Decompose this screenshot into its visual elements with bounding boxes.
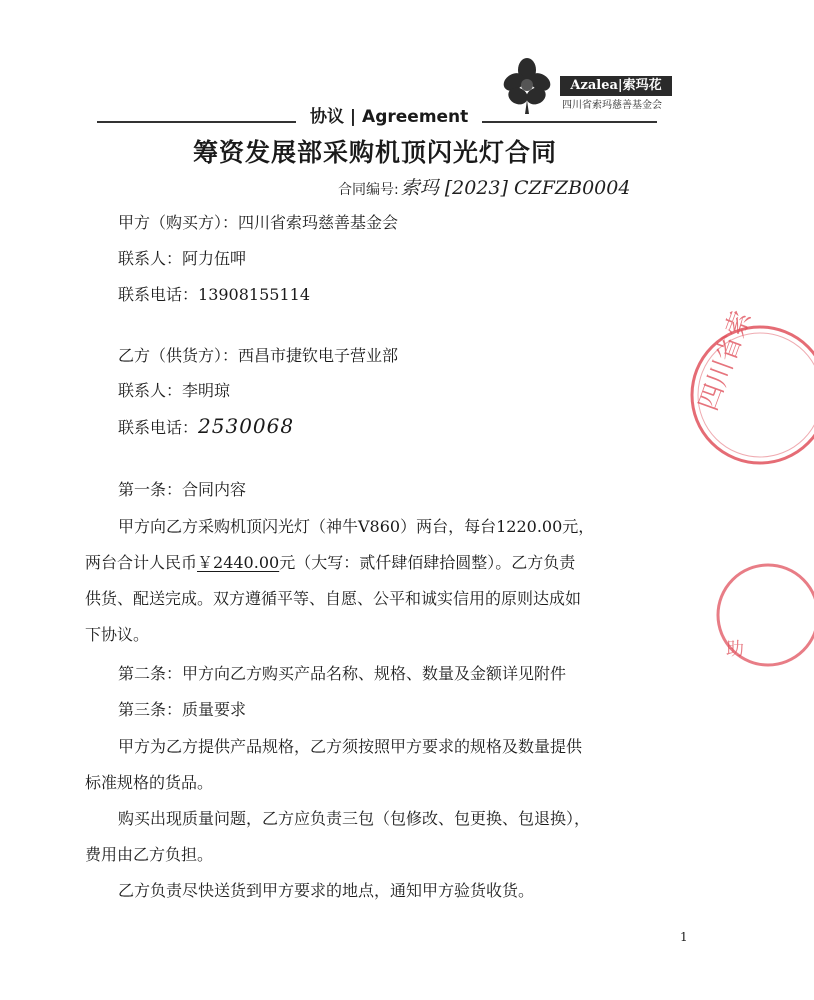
article-1-amount: ￥2440.00: [197, 553, 280, 572]
red-seal-stamp: [684, 306, 814, 470]
party-a-phone-row: [118, 281, 310, 309]
contract-number: [338, 175, 638, 201]
logo-org-name: 四川省索玛慈善基金会: [562, 100, 662, 111]
article-3-p3-line-1: 乙方负责尽快送货到甲方要求的地点，通知甲方验货收货。: [118, 881, 535, 900]
red-seal-stamp-partial: [706, 560, 806, 670]
party-a-contact: 联系人：阿力伍呷: [118, 249, 247, 268]
party-b-contact: 联系人：李明琼: [118, 381, 231, 400]
party-b-name: 乙方（供货方）：西昌市捷钦电子营业部: [118, 346, 399, 365]
article-1-line-4: 下协议。: [85, 625, 150, 644]
page-number: 1: [680, 930, 688, 944]
article-3-heading: 第三条：质量要求: [118, 700, 247, 719]
red-seal-stamp-text: 四川省索: [693, 306, 758, 415]
article-3-p1-line-1: 甲方为乙方提供产品规格，乙方须按照甲方要求的规格及数量提供: [118, 737, 583, 756]
article-2-text: 第二条：甲方向乙方购买产品名称、规格、数量及金额详见附件: [118, 664, 567, 683]
article-1-line-1: 甲方向乙方采购机顶闪光灯（神牛V860）两台，每台1220.00元，: [118, 517, 595, 536]
article-3-p1-line-2: 标准规格的货品。: [85, 773, 214, 792]
article-1-heading: 第一条：合同内容: [118, 480, 247, 499]
party-b-phone-row: [118, 412, 294, 442]
party-b-phone: 2530068: [198, 414, 295, 438]
article-1-amount-suffix: 元（大写：贰仟肆佰肆拾圆整）。乙方负责: [279, 553, 576, 572]
article-1-line-3: 供货、配送完成。双方遵循平等、自愿、公平和诚实信用的原则达成如: [85, 589, 582, 608]
article-3-p2-line-1: 购买出现质量问题，乙方应负责三包（包修改、包更换、包退换），: [118, 809, 591, 828]
party-b-phone-label: 联系电话：: [118, 418, 199, 437]
party-a-phone: 13908155114: [198, 285, 310, 304]
foundation-logo: [502, 56, 672, 116]
contract-number-label: 合同编号:: [338, 182, 399, 198]
party-a-name: 甲方（购买方）：四川省索玛慈善基金会: [118, 213, 399, 232]
article-1-line-2: [85, 544, 575, 581]
contract-number-value: 索玛 [2023] CZFZB0004: [400, 177, 631, 199]
agreement-tag: 协议 | Agreement: [296, 103, 482, 131]
party-a-phone-label: 联系电话：: [118, 285, 199, 304]
red-seal-stamp-partial-text: 助: [726, 639, 744, 660]
article-3-p2-line-2: 费用由乙方负担。: [85, 845, 214, 864]
azalea-flower-icon: [502, 56, 552, 114]
logo-brand-text: Azalea|索玛花: [560, 76, 672, 96]
document-title: 筹资发展部采购机顶闪光灯合同: [192, 138, 557, 167]
article-1-amount-prefix: 两台合计人民币: [85, 553, 198, 572]
